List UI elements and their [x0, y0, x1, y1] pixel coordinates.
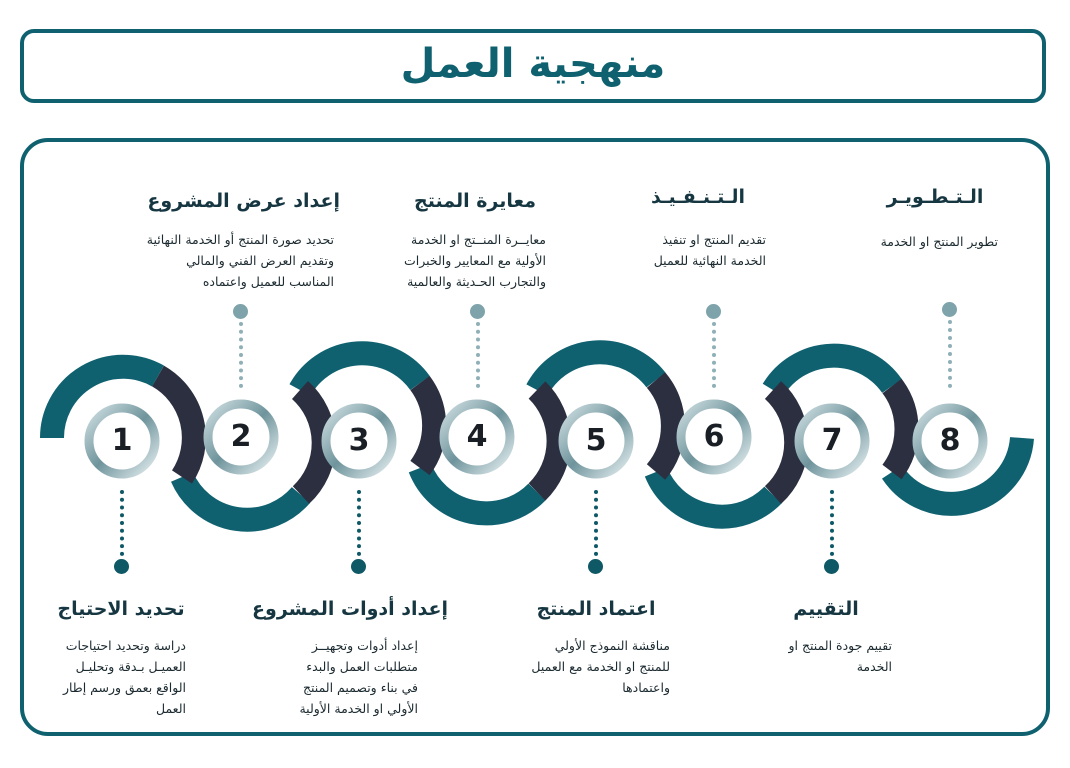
- step-title-1: تحديد الاحتياج: [57, 598, 185, 620]
- step-desc-6: تقديم المنتج او تنفيذ الخدمة النهائية للعميل: [653, 232, 766, 268]
- connector-dot-2: [233, 304, 248, 319]
- connector-line-1: [120, 490, 124, 556]
- step-title-6: الـتـنـفـيـذ: [650, 186, 746, 208]
- connector-dot-7: [824, 559, 839, 574]
- connector-line-3: [357, 490, 361, 556]
- step-number-2: 2: [230, 419, 252, 454]
- step-desc-1: دراسة وتحديد احتياجات العميـل بـدقة وتحليـل الواقع بعمق ورسم إطار العمل: [62, 638, 186, 716]
- connector-line-6: [712, 322, 716, 388]
- connector-line-4: [476, 322, 480, 388]
- step-number-5: 5: [585, 423, 607, 458]
- step-desc-3: إعداد أدوات وتجهيــز متطلبات العمل والبدء في بناء وتصميم المنتج الأولي او الخدمة الأولية: [299, 638, 418, 716]
- connector-dot-5: [588, 559, 603, 574]
- step-title-7: التقييم: [793, 598, 859, 620]
- step-title-4: معايرة المنتج: [414, 190, 536, 212]
- connector-dot-3: [351, 559, 366, 574]
- step-title-3: إعداد أدوات المشروع: [252, 598, 448, 620]
- connector-dot-1: [114, 559, 129, 574]
- page-title: منهجية العمل: [400, 41, 666, 87]
- step-number-1: 1: [111, 423, 133, 458]
- step-number-3: 3: [348, 423, 370, 458]
- step-number-6: 6: [703, 419, 725, 454]
- step-desc-8: تطوير المنتج او الخدمة: [880, 234, 998, 249]
- step-desc-7: تقييم جودة المنتج او الخدمة: [788, 638, 892, 674]
- step-number-7: 7: [821, 423, 843, 458]
- step-title-8: الـتـطـويـر: [886, 186, 984, 208]
- connector-line-7: [830, 490, 834, 556]
- connector-line-5: [594, 490, 598, 556]
- step-desc-4: معايــرة المنــتج او الخدمة الأولية مع المعايير والخبرات والتجارب الحـديثة والعالمية: [404, 232, 546, 289]
- connector-dot-6: [706, 304, 721, 319]
- step-number-4: 4: [466, 419, 488, 454]
- step-title-5: اعتماد المنتج: [536, 598, 656, 620]
- step-desc-2: تحديد صورة المنتج أو الخدمة النهائية وتقديم العرض الفني والمالي المناسب للعميل واعتماده: [146, 232, 334, 289]
- step-title-2: إعداد عرض المشروع: [147, 190, 340, 212]
- connector-line-2: [239, 322, 243, 388]
- connector-line-8: [948, 320, 952, 388]
- connector-dot-4: [470, 304, 485, 319]
- step-number-8: 8: [939, 423, 961, 458]
- connector-dot-8: [942, 302, 957, 317]
- step-desc-5: مناقشة النموذج الأولي للمنتج او الخدمة مع العميل واعتمادها: [531, 638, 670, 695]
